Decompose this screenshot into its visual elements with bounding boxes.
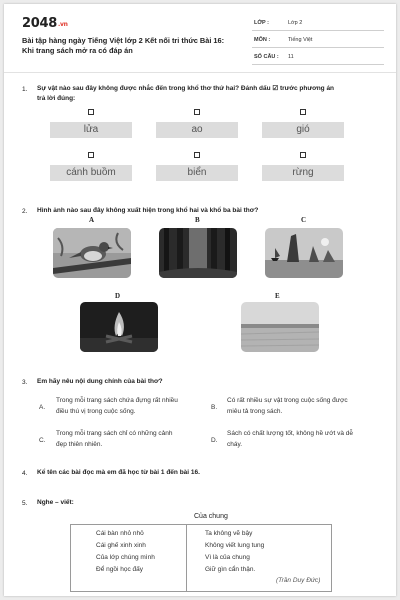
bird-on-branch-photo <box>53 228 131 278</box>
q1-checkbox-3[interactable] <box>300 109 306 115</box>
option-line: điều thú vị trong cuộc sống. <box>56 408 136 415</box>
q1-checkbox-1[interactable] <box>88 109 94 115</box>
option-line: Sách có chất lượng tốt, không hề ướt và dễ <box>227 430 353 437</box>
q3-option-c[interactable] <box>56 428 206 450</box>
worksheet-page <box>4 4 396 596</box>
logo-suffix: .vn <box>57 21 68 28</box>
worksheet-title <box>22 36 242 56</box>
option-line: cháy. <box>227 441 243 448</box>
q2-image-label: A <box>89 216 95 224</box>
poem-line: Không viết lung tung <box>205 542 265 549</box>
q1-text <box>37 84 382 104</box>
q3-number: 3. <box>22 379 28 386</box>
meta-info <box>252 16 384 67</box>
q1-option-word: gió <box>262 122 344 138</box>
q3-option-a[interactable] <box>56 395 206 417</box>
q3-option-b[interactable] <box>227 395 387 417</box>
header-divider <box>4 72 396 73</box>
q5-text: Nghe – viết: <box>37 499 74 506</box>
q1-text-line-2: trả lời đúng: <box>37 95 76 102</box>
q1-option-word: biển <box>156 165 238 181</box>
meta-key: MÔN : <box>254 37 271 43</box>
logo-main: 2048 <box>22 16 57 31</box>
sea-rocks-boat-photo <box>265 228 343 278</box>
title-line-1: Bài tập hàng ngày Tiếng Việt lớp 2 Kết nối tri thức Bài 16: <box>22 36 225 45</box>
option-line: Trong mỗi trang sách chỉ có những cảnh <box>56 430 173 437</box>
q2-image-label: E <box>275 292 280 300</box>
q1-option-word: lửa <box>50 122 132 138</box>
q1-option-word: ao <box>156 122 238 138</box>
q2-image-label: C <box>301 216 307 224</box>
option-line: đẹp thiên nhiên. <box>56 441 103 448</box>
q3-option-letter[interactable]: D. <box>211 437 218 444</box>
q1-option-word: cánh buồm <box>50 165 132 181</box>
q1-checkbox-4[interactable] <box>88 152 94 158</box>
q5-number: 5. <box>22 500 28 507</box>
poem-author: (Trần Duy Đức) <box>276 577 321 584</box>
poem-line: Giữ gìn cẩn thận. <box>205 566 256 573</box>
q2-image-label: B <box>195 216 200 224</box>
poem-line: Ta không vẽ bậy <box>205 530 253 537</box>
q1-number: 1. <box>22 86 28 93</box>
poem-column-divider <box>186 524 187 592</box>
q4-number: 4. <box>22 470 28 477</box>
meta-key: LỚP : <box>254 20 269 26</box>
poem-line: Của lớp chúng mình <box>96 554 155 561</box>
meta-key: SỐ CÂU : <box>254 54 279 60</box>
lake-pond-photo <box>241 302 319 352</box>
dark-forest-photo <box>159 228 237 278</box>
q1-option-word: rừng <box>262 165 344 181</box>
title-line-2: Khi trang sách mở ra có đáp án <box>22 46 133 55</box>
meta-row-class <box>252 16 384 31</box>
q1-checkbox-5[interactable] <box>194 152 200 158</box>
poem-line: Vì là của chung <box>205 554 250 561</box>
q3-option-letter[interactable]: B. <box>211 404 218 411</box>
q1-checkbox-6[interactable] <box>300 152 306 158</box>
q3-option-d[interactable] <box>227 428 387 450</box>
q4-text: Kể tên các bài đọc mà em đã học từ bài 1 đến bài 16. <box>37 469 200 476</box>
q2-image-label: D <box>115 292 121 300</box>
poem-line: Cái bàn nhỏ nhỏ <box>96 530 144 537</box>
meta-row-subject <box>252 33 384 48</box>
poem-line: Để ngồi học đấy <box>96 566 143 573</box>
meta-value: 11 <box>288 54 294 60</box>
q3-option-letter[interactable]: A. <box>39 404 46 411</box>
option-line: miêu tả trong sách. <box>227 408 283 415</box>
poem-title: Của chung <box>194 513 228 520</box>
q2-number: 2. <box>22 208 28 215</box>
meta-value: Lớp 2 <box>288 20 303 26</box>
q3-text: Em hãy nêu nội dung chính của bài thơ? <box>37 378 163 385</box>
poem-line: Cái ghế xinh xinh <box>96 542 146 549</box>
q2-text: Hình ảnh nào sau đây không xuất hiện trong khổ hai và khổ ba bài thơ? <box>37 207 259 214</box>
meta-row-count <box>252 50 384 65</box>
q3-option-letter[interactable]: C. <box>39 437 46 444</box>
option-line: Có rất nhiều sự vật trong cuộc sống được <box>227 397 348 404</box>
q1-text-line-1: Sự vật nào sau đây không được nhắc đến trong khổ thơ thứ hai? Đánh dấu ☑ trước phương án <box>37 85 335 92</box>
campfire-photo <box>80 302 158 352</box>
meta-value: Tiếng Việt <box>288 37 313 43</box>
option-line: Trong mỗi trang sách chứa đựng rất nhiều <box>56 397 178 404</box>
q1-checkbox-2[interactable] <box>194 109 200 115</box>
worksheet-header <box>4 4 396 64</box>
site-logo[interactable] <box>22 16 68 31</box>
